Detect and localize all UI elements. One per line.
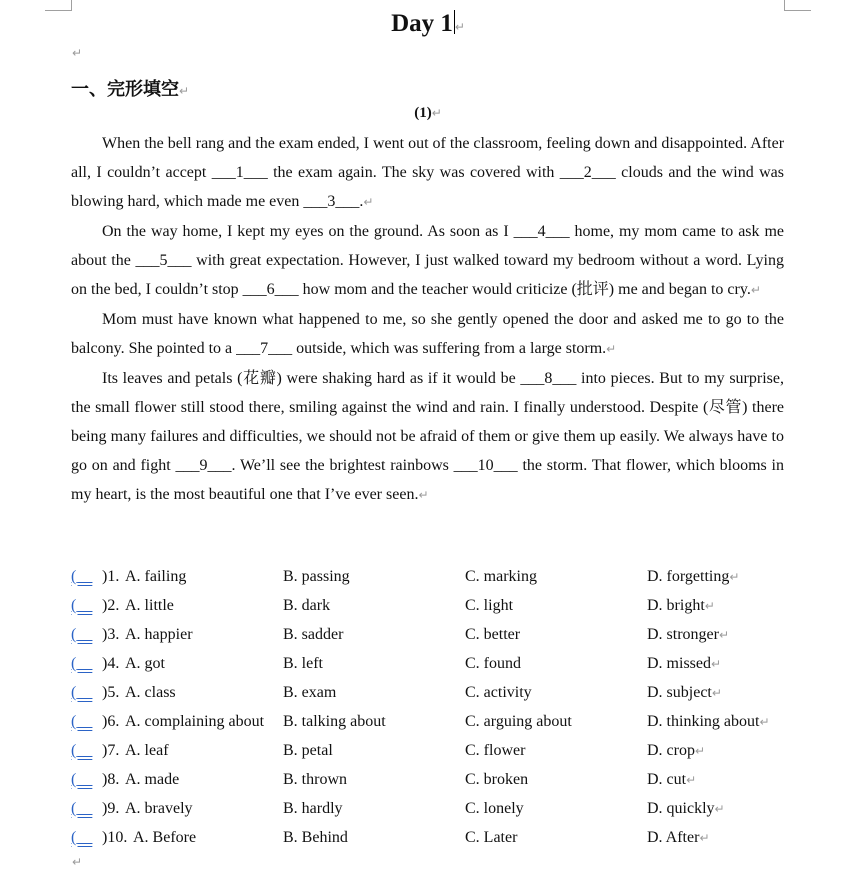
paragraph-text: When the bell rang and the exam ended, I went out of the classroom, feeling down and disappointed. After all, I couldn’t accept ___1___ the exam again. The sky was covered with ___2___ clouds and the wind was blowing hard, which made me even ___3___. bbox=[71, 135, 785, 210]
paragraph-mark-icon: ↵ bbox=[454, 20, 465, 34]
option-d: D. thinking about↵ bbox=[647, 713, 770, 730]
title-text: Day 1 bbox=[391, 10, 453, 37]
option-c: C. marking bbox=[465, 568, 537, 585]
option-c: C. light bbox=[465, 597, 514, 614]
question-number: )7. bbox=[102, 742, 120, 759]
answer-blank[interactable]: (__ bbox=[71, 829, 93, 846]
option-b: B. petal bbox=[283, 742, 333, 759]
answer-blank[interactable]: (__ bbox=[71, 655, 93, 672]
option-c: C. activity bbox=[465, 684, 532, 701]
passage-number[interactable] bbox=[0, 105, 856, 122]
option-c: C. flower bbox=[465, 742, 526, 759]
section-heading-text: 一、完形填空 bbox=[71, 79, 179, 100]
option-a: A. got bbox=[125, 655, 165, 672]
option-d: D. After↵ bbox=[647, 829, 710, 846]
option-d: D. cut↵ bbox=[647, 771, 697, 788]
answer-blank[interactable]: (__ bbox=[71, 742, 93, 759]
answer-blank[interactable]: (__ bbox=[71, 626, 93, 643]
paragraph-mark-icon: ↵ bbox=[729, 570, 740, 584]
option-b: B. passing bbox=[283, 568, 350, 585]
option-d: D. bright↵ bbox=[647, 597, 715, 614]
option-b: B. hardly bbox=[283, 800, 343, 817]
option-c: C. better bbox=[465, 626, 521, 643]
answer-blank[interactable]: (__ bbox=[71, 597, 93, 614]
answer-blank[interactable]: (__ bbox=[71, 800, 93, 817]
option-a: A. bravely bbox=[125, 800, 193, 817]
option-a: A. little bbox=[125, 597, 174, 614]
option-c: C. broken bbox=[465, 771, 529, 788]
passage-paragraph[interactable] bbox=[71, 364, 784, 510]
document-title[interactable] bbox=[0, 10, 856, 38]
question-number: )9. bbox=[102, 800, 120, 817]
answer-blank[interactable]: (__ bbox=[71, 713, 93, 730]
paragraph-mark-icon: ↵ bbox=[704, 599, 715, 613]
paragraph-mark-icon: ↵ bbox=[418, 488, 429, 502]
option-a: A. happier bbox=[125, 626, 193, 643]
option-a: A. complaining about bbox=[125, 713, 265, 730]
option-d: D. subject↵ bbox=[647, 684, 722, 701]
question-number: )10. bbox=[102, 829, 128, 846]
option-a: A. class bbox=[125, 684, 176, 701]
end-paragraph-mark-icon: ↵ bbox=[72, 855, 83, 869]
option-a: A. leaf bbox=[125, 742, 169, 759]
option-b: B. exam bbox=[283, 684, 337, 701]
paragraph-mark-icon: ↵ bbox=[714, 802, 725, 816]
paragraph-text: Mom must have known what happened to me, so she gently opened the door and asked me to go to the balcony. She pointed to a ___7___ outside, which was suffering from a large storm. bbox=[71, 311, 784, 357]
paragraph-mark-icon: ↵ bbox=[431, 106, 442, 120]
paragraph-mark-icon: ↵ bbox=[711, 657, 722, 671]
section-heading[interactable] bbox=[71, 75, 189, 101]
question-number: )2. bbox=[102, 597, 120, 614]
option-d: D. missed↵ bbox=[647, 655, 722, 672]
option-a: A. made bbox=[125, 771, 180, 788]
question-number: )4. bbox=[102, 655, 120, 672]
option-a: A. failing bbox=[125, 568, 187, 585]
paragraph-mark-icon: ↵ bbox=[759, 715, 770, 729]
paragraph-mark-icon: ↵ bbox=[750, 283, 761, 297]
option-d: D. crop↵ bbox=[647, 742, 706, 759]
passage-paragraph[interactable] bbox=[71, 217, 784, 305]
question-number: )1. bbox=[102, 568, 120, 585]
paragraph-mark-icon: ↵ bbox=[694, 744, 706, 758]
question-number: )6. bbox=[102, 713, 120, 730]
paragraph-mark-icon: ↵ bbox=[606, 342, 617, 356]
option-c: C. lonely bbox=[465, 800, 524, 817]
answer-blank[interactable]: (__ bbox=[71, 771, 93, 788]
option-c: C. found bbox=[465, 655, 521, 672]
option-b: B. dark bbox=[283, 597, 331, 614]
question-number: )5. bbox=[102, 684, 120, 701]
answer-blank[interactable]: (__ bbox=[71, 568, 93, 585]
empty-paragraph-mark-icon: ↵ bbox=[72, 46, 83, 60]
paragraph-mark-icon: ↵ bbox=[718, 628, 730, 642]
paragraph-mark-icon: ↵ bbox=[179, 84, 190, 98]
paragraph-mark-icon: ↵ bbox=[711, 686, 722, 700]
paragraph-mark-icon: ↵ bbox=[686, 773, 697, 787]
question-number: )8. bbox=[102, 771, 120, 788]
option-a: A. Before bbox=[133, 829, 197, 846]
passage-paragraph[interactable] bbox=[71, 129, 784, 217]
paragraph-mark-icon: ↵ bbox=[699, 831, 710, 845]
option-b: B. left bbox=[283, 655, 323, 672]
answer-blank[interactable]: (__ bbox=[71, 684, 93, 701]
option-c: C. Later bbox=[465, 829, 518, 846]
option-c: C. arguing about bbox=[465, 713, 572, 730]
option-b: B. thrown bbox=[283, 771, 347, 788]
option-b: B. sadder bbox=[283, 626, 344, 643]
option-d: D. stronger↵ bbox=[647, 626, 730, 643]
passage-paragraph[interactable] bbox=[71, 305, 784, 364]
paragraph-text: On the way home, I kept my eyes on the ground. As soon as I ___4___ home, my mom came to ask me about the ___5___ with great expectation. However, I just walked toward my bedroom without a word. Lying on the bed, I couldn’t stop ___6___ how mom and the teacher would criticize (批评) me and began to cry. bbox=[71, 223, 784, 298]
question-number: )3. bbox=[102, 626, 120, 643]
option-d: D. quickly↵ bbox=[647, 800, 725, 817]
paragraph-text: Its leaves and petals (花瓣) were shaking hard as if it would be ___8___ into pieces. But to my surprise, the small flower still stood there, smiling against the wind and rain. I finally understood. Despite (尽管) there being many failures and difficulties, we should not be afraid of them or give them up easily. We always have to go on and fight ___9___. We’ll see the brightest rainbows ___10___ the storm. That flower, which blooms in my heart, is the most beautiful one that I’ve ever seen. bbox=[71, 370, 784, 503]
passage-body[interactable] bbox=[71, 129, 784, 510]
paragraph-mark-icon: ↵ bbox=[363, 195, 374, 209]
option-d: D. forgetting↵ bbox=[647, 568, 740, 585]
option-b: B. Behind bbox=[283, 829, 348, 846]
option-b: B. talking about bbox=[283, 713, 386, 730]
passage-number-text: (1) bbox=[414, 105, 432, 121]
